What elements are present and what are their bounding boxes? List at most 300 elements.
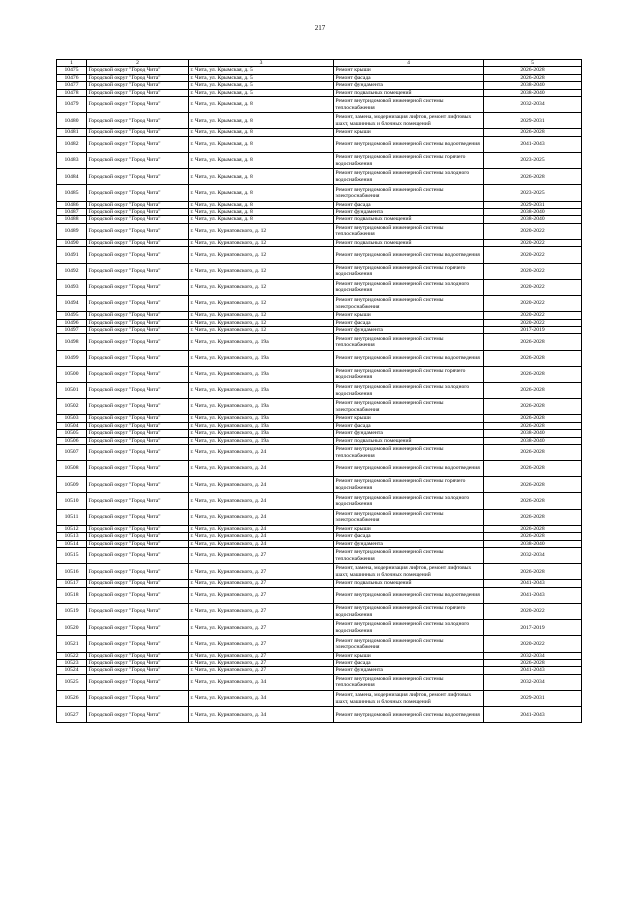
table-row — [57, 350, 582, 366]
column-header: 5 — [484, 60, 582, 67]
address-cell: г. Чита, ул. Курнатовского, д. 12 — [189, 319, 334, 326]
table-row — [57, 169, 582, 185]
work-type-cell: Ремонт крыши — [334, 129, 484, 136]
address-cell: г. Чита, ул. Курнатовского, д. 19а — [189, 415, 334, 422]
table-row — [57, 493, 582, 509]
period-cell: 2020-2022 — [484, 279, 582, 295]
work-type-cell: Ремонт фундамента — [334, 540, 484, 547]
municipality-cell: Городской округ "Город Чита" — [87, 636, 189, 652]
municipality-cell: Городской округ "Город Чита" — [87, 564, 189, 580]
table-row — [57, 461, 582, 477]
row-number-cell: 10487 — [57, 208, 87, 215]
period-cell: 2029-2031 — [484, 201, 582, 208]
table-row — [57, 312, 582, 319]
municipality-cell: Городской округ "Город Чита" — [87, 201, 189, 208]
row-number-cell: 10515 — [57, 548, 87, 564]
municipality-cell: Городской округ "Город Чита" — [87, 509, 189, 525]
work-type-cell: Ремонт внутридомовой инженерной системы водоотведения — [334, 350, 484, 366]
work-type-cell: Ремонт подвальных помещений — [334, 580, 484, 587]
work-type-cell: Ремонт фундамента — [334, 82, 484, 89]
work-type-cell: Ремонт фасада — [334, 660, 484, 667]
work-type-cell: Ремонт внутридомовой инженерной системы электроснабжения — [334, 399, 484, 415]
row-number-cell: 10491 — [57, 247, 87, 263]
period-cell: 2020-2022 — [484, 319, 582, 326]
work-type-cell: Ремонт внутридомовой инженерной системы водоотведения — [334, 136, 484, 152]
period-cell: 2026-2028 — [484, 509, 582, 525]
table-row — [57, 660, 582, 667]
period-cell: 2026-2028 — [484, 382, 582, 398]
table-row — [57, 295, 582, 311]
table-row — [57, 382, 582, 398]
municipality-cell: Городской округ "Город Чита" — [87, 540, 189, 547]
address-cell: г. Чита, ул. Курнатовского, д. 27 — [189, 580, 334, 587]
municipality-cell: Городской округ "Город Чита" — [87, 444, 189, 460]
work-type-cell: Ремонт крыши — [334, 312, 484, 319]
municipality-cell: Городской округ "Город Чита" — [87, 399, 189, 415]
period-cell: 2041-2043 — [484, 707, 582, 723]
table-row — [57, 580, 582, 587]
period-cell: 2017-2019 — [484, 620, 582, 636]
municipality-cell: Городской округ "Город Чита" — [87, 113, 189, 129]
municipality-cell: Городской округ "Город Чита" — [87, 430, 189, 437]
municipality-cell: Городской округ "Город Чита" — [87, 580, 189, 587]
table-row — [57, 587, 582, 603]
address-cell: г. Чита, ул. Курнатовского, д. 19а — [189, 366, 334, 382]
row-number-cell: 10481 — [57, 129, 87, 136]
period-cell: 2026-2028 — [484, 564, 582, 580]
address-cell: г. Чита, ул. Курнатовского, д. 27 — [189, 620, 334, 636]
address-cell: г. Чита, ул. Курнатовского, д. 24 — [189, 533, 334, 540]
work-type-cell: Ремонт крыши — [334, 652, 484, 659]
period-cell: 2026-2028 — [484, 334, 582, 350]
work-type-cell: Ремонт внутридомовой инженерной системы теплоснабжения — [334, 223, 484, 239]
work-type-cell: Ремонт фасада — [334, 201, 484, 208]
table-row — [57, 415, 582, 422]
address-cell: г. Чита, ул. Курнатовского, д. 34 — [189, 691, 334, 707]
address-cell: г. Чита, ул. Курнатовского, д. 12 — [189, 312, 334, 319]
work-type-cell: Ремонт внутридомовой инженерной системы электроснабжения — [334, 636, 484, 652]
period-cell: 2041-2043 — [484, 587, 582, 603]
work-type-cell: Ремонт внутридомовой инженерной системы холодного водоснабжения — [334, 382, 484, 398]
address-cell: г. Чита, ул. Курнатовского, д. 19а — [189, 350, 334, 366]
period-cell: 2026-2028 — [484, 67, 582, 74]
table-row — [57, 97, 582, 113]
municipality-cell: Городской округ "Город Чита" — [87, 295, 189, 311]
row-number-cell: 10516 — [57, 564, 87, 580]
table-row — [57, 707, 582, 723]
address-cell: г. Чита, ул. Курнатовского, д. 12 — [189, 295, 334, 311]
municipality-cell: Городской округ "Город Чита" — [87, 587, 189, 603]
address-cell: г. Чита, ул. Крымская, д. 8 — [189, 136, 334, 152]
row-number-cell: 10486 — [57, 201, 87, 208]
address-cell: г. Чита, ул. Крымская, д. 5 — [189, 82, 334, 89]
period-cell: 2026-2028 — [484, 525, 582, 532]
row-number-cell: 10505 — [57, 430, 87, 437]
period-cell: 2032-2034 — [484, 674, 582, 690]
row-number-cell: 10494 — [57, 295, 87, 311]
table-row — [57, 319, 582, 326]
row-number-cell: 10479 — [57, 97, 87, 113]
work-type-cell: Ремонт внутридомовой инженерной системы водоотведения — [334, 707, 484, 723]
table-row — [57, 208, 582, 215]
municipality-cell: Городской округ "Город Чита" — [87, 312, 189, 319]
page-number: 217 — [314, 24, 326, 32]
table-row — [57, 67, 582, 74]
address-cell: г. Чита, ул. Курнатовского, д. 24 — [189, 461, 334, 477]
row-number-cell: 10492 — [57, 263, 87, 279]
row-number-cell: 10498 — [57, 334, 87, 350]
period-cell: 2026-2028 — [484, 366, 582, 382]
row-number-cell: 10518 — [57, 587, 87, 603]
row-number-cell: 10506 — [57, 437, 87, 444]
period-cell: 2026-2028 — [484, 660, 582, 667]
column-header: 3 — [189, 60, 334, 67]
address-cell: г. Чита, ул. Курнатовского, д. 24 — [189, 540, 334, 547]
municipality-cell: Городской округ "Город Чита" — [87, 129, 189, 136]
address-cell: г. Чита, ул. Курнатовского, д. 27 — [189, 604, 334, 620]
row-number-cell: 10493 — [57, 279, 87, 295]
table-row — [57, 477, 582, 493]
column-header: 1 — [57, 60, 87, 67]
period-cell: 2020-2022 — [484, 604, 582, 620]
work-type-cell: Ремонт подвальных помещений — [334, 437, 484, 444]
table-row — [57, 509, 582, 525]
work-type-cell: Ремонт внутридомовой инженерной системы теплоснабжения — [334, 97, 484, 113]
row-number-cell: 10482 — [57, 136, 87, 152]
municipality-cell: Городской округ "Город Чита" — [87, 525, 189, 532]
address-cell: г. Чита, ул. Крымская, д. 8 — [189, 129, 334, 136]
address-cell: г. Чита, ул. Курнатовского, д. 12 — [189, 263, 334, 279]
municipality-cell: Городской округ "Город Чита" — [87, 461, 189, 477]
address-cell: г. Чита, ул. Курнатовского, д. 24 — [189, 477, 334, 493]
period-cell: 2041-2043 — [484, 667, 582, 674]
period-cell: 2032-2034 — [484, 548, 582, 564]
work-type-cell: Ремонт внутридомовой инженерной системы водоотведения — [334, 587, 484, 603]
work-type-cell: Ремонт внутридомовой инженерной системы водоотведения — [334, 461, 484, 477]
period-cell: 2023-2025 — [484, 153, 582, 169]
work-type-cell: Ремонт внутридомовой инженерной системы горячего водоснабжения — [334, 263, 484, 279]
address-cell: г. Чита, ул. Курнатовского, д. 34 — [189, 707, 334, 723]
table-row — [57, 247, 582, 263]
address-cell: г. Чита, ул. Курнатовского, д. 12 — [189, 223, 334, 239]
address-cell: г. Чита, ул. Крымская, д. 8 — [189, 153, 334, 169]
table-row — [57, 525, 582, 532]
work-type-cell: Ремонт внутридомовой инженерной системы теплоснабжения — [334, 444, 484, 460]
work-type-cell: Ремонт внутридомовой инженерной системы электроснабжения — [334, 185, 484, 201]
period-cell: 2038-2040 — [484, 82, 582, 89]
address-cell: г. Чита, ул. Курнатовского, д. 24 — [189, 493, 334, 509]
work-type-cell: Ремонт фундамента — [334, 326, 484, 333]
table-row — [57, 540, 582, 547]
work-type-cell: Ремонт внутридомовой инженерной системы теплоснабжения — [334, 674, 484, 690]
address-cell: г. Чита, ул. Курнатовского, д. 19а — [189, 399, 334, 415]
address-cell: г. Чита, ул. Курнатовского, д. 12 — [189, 247, 334, 263]
table-row — [57, 667, 582, 674]
address-cell: г. Чита, ул. Курнатовского, д. 19а — [189, 382, 334, 398]
period-cell: 2041-2043 — [484, 580, 582, 587]
column-header: 4 — [334, 60, 484, 67]
municipality-cell: Городской округ "Город Чита" — [87, 208, 189, 215]
address-cell: г. Чита, ул. Курнатовского, д. 19а — [189, 437, 334, 444]
work-type-cell: Ремонт фундамента — [334, 667, 484, 674]
work-type-cell: Ремонт подвальных помещений — [334, 239, 484, 246]
row-number-cell: 10497 — [57, 326, 87, 333]
period-cell: 2020-2022 — [484, 239, 582, 246]
address-cell: г. Чита, ул. Крымская, д. 8 — [189, 201, 334, 208]
table-row — [57, 652, 582, 659]
row-number-cell: 10511 — [57, 509, 87, 525]
work-type-cell: Ремонт фасада — [334, 422, 484, 429]
work-type-cell: Ремонт внутридомовой инженерной системы холодного водоснабжения — [334, 493, 484, 509]
table-row — [57, 399, 582, 415]
row-number-cell: 10524 — [57, 667, 87, 674]
row-number-cell: 10525 — [57, 674, 87, 690]
municipality-cell: Городской округ "Город Чита" — [87, 493, 189, 509]
period-cell: 2032-2034 — [484, 97, 582, 113]
municipality-cell: Городской округ "Город Чита" — [87, 263, 189, 279]
row-number-cell: 10501 — [57, 382, 87, 398]
period-cell: 2026-2028 — [484, 415, 582, 422]
work-type-cell: Ремонт внутридомовой инженерной системы холодного водоснабжения — [334, 620, 484, 636]
address-cell: г. Чита, ул. Крымская, д. 5 — [189, 67, 334, 74]
municipality-cell: Городской округ "Город Чита" — [87, 89, 189, 96]
row-number-cell: 10495 — [57, 312, 87, 319]
row-number-cell: 10523 — [57, 660, 87, 667]
row-number-cell: 10483 — [57, 153, 87, 169]
table-row — [57, 113, 582, 129]
table-row — [57, 136, 582, 152]
period-cell: 2026-2028 — [484, 444, 582, 460]
period-cell: 2038-2040 — [484, 89, 582, 96]
work-type-cell: Ремонт фасада — [334, 319, 484, 326]
municipality-cell: Городской округ "Город Чита" — [87, 67, 189, 74]
address-cell: г. Чита, ул. Крымская, д. 8 — [189, 113, 334, 129]
municipality-cell: Городской округ "Город Чита" — [87, 437, 189, 444]
address-cell: г. Чита, ул. Курнатовского, д. 24 — [189, 525, 334, 532]
row-number-cell: 10484 — [57, 169, 87, 185]
row-number-cell: 10508 — [57, 461, 87, 477]
row-number-cell: 10496 — [57, 319, 87, 326]
work-type-cell: Ремонт подвальных помещений — [334, 216, 484, 223]
row-number-cell: 10521 — [57, 636, 87, 652]
address-cell: г. Чита, ул. Крымская, д. 5 — [189, 89, 334, 96]
row-number-cell: 10476 — [57, 74, 87, 81]
address-cell: г. Чита, ул. Крымская, д. 5 — [189, 74, 334, 81]
row-number-cell: 10485 — [57, 185, 87, 201]
municipality-cell: Городской округ "Город Чита" — [87, 366, 189, 382]
row-number-cell: 10510 — [57, 493, 87, 509]
table-row — [57, 82, 582, 89]
table-row — [57, 444, 582, 460]
work-type-cell: Ремонт внутридомовой инженерной системы электроснабжения — [334, 295, 484, 311]
period-cell: 2026-2028 — [484, 477, 582, 493]
work-type-cell: Ремонт фасада — [334, 74, 484, 81]
work-type-cell: Ремонт внутридомовой инженерной системы горячего водоснабжения — [334, 366, 484, 382]
period-cell: 2017-2019 — [484, 326, 582, 333]
work-type-cell: Ремонт фасада — [334, 533, 484, 540]
row-number-cell: 10499 — [57, 350, 87, 366]
period-cell: 2026-2028 — [484, 169, 582, 185]
address-cell: г. Чита, ул. Курнатовского, д. 19а — [189, 334, 334, 350]
work-type-cell: Ремонт крыши — [334, 415, 484, 422]
period-cell: 2032-2034 — [484, 652, 582, 659]
row-number-cell: 10504 — [57, 422, 87, 429]
work-type-cell: Ремонт внутридомовой инженерной системы холодного водоснабжения — [334, 279, 484, 295]
row-number-cell: 10480 — [57, 113, 87, 129]
table-row — [57, 263, 582, 279]
column-header: 2 — [87, 60, 189, 67]
table-row — [57, 74, 582, 81]
address-cell: г. Чита, ул. Курнатовского, д. 27 — [189, 652, 334, 659]
address-cell: г. Чита, ул. Курнатовского, д. 27 — [189, 587, 334, 603]
address-cell: г. Чита, ул. Курнатовского, д. 24 — [189, 444, 334, 460]
row-number-cell: 10517 — [57, 580, 87, 587]
row-number-cell: 10512 — [57, 525, 87, 532]
work-type-cell: Ремонт, замена, модернизация лифтов, ремонт лифтовых шахт, машинных и блочных помещений — [334, 113, 484, 129]
address-cell: г. Чита, ул. Крымская, д. 8 — [189, 216, 334, 223]
row-number-cell: 10500 — [57, 366, 87, 382]
municipality-cell: Городской округ "Город Чита" — [87, 239, 189, 246]
municipality-cell: Городской округ "Город Чита" — [87, 691, 189, 707]
address-cell: г. Чита, ул. Курнатовского, д. 34 — [189, 674, 334, 690]
period-cell: 2026-2028 — [484, 74, 582, 81]
municipality-cell: Городской округ "Город Чита" — [87, 548, 189, 564]
work-type-cell: Ремонт внутридомовой инженерной системы электроснабжения — [334, 509, 484, 525]
municipality-cell: Городской округ "Город Чита" — [87, 620, 189, 636]
work-type-cell: Ремонт крыши — [334, 525, 484, 532]
table-row — [57, 674, 582, 690]
address-cell: г. Чита, ул. Курнатовского, д. 24 — [189, 509, 334, 525]
municipality-cell: Городской округ "Город Чита" — [87, 169, 189, 185]
work-type-cell: Ремонт внутридомовой инженерной системы теплоснабжения — [334, 548, 484, 564]
table-row — [57, 334, 582, 350]
municipality-cell: Городской округ "Город Чита" — [87, 707, 189, 723]
municipality-cell: Городской округ "Город Чита" — [87, 279, 189, 295]
row-number-cell: 10477 — [57, 82, 87, 89]
table-row — [57, 129, 582, 136]
period-cell: 2020-2022 — [484, 295, 582, 311]
period-cell: 2026-2028 — [484, 129, 582, 136]
table-row — [57, 279, 582, 295]
municipality-cell: Городской округ "Город Чита" — [87, 223, 189, 239]
address-cell: г. Чита, ул. Курнатовского, д. 19а — [189, 430, 334, 437]
municipality-cell: Городской округ "Город Чита" — [87, 319, 189, 326]
municipality-cell: Городской округ "Город Чита" — [87, 247, 189, 263]
municipality-cell: Городской округ "Город Чита" — [87, 153, 189, 169]
period-cell: 2029-2031 — [484, 691, 582, 707]
row-number-cell: 10514 — [57, 540, 87, 547]
address-cell: г. Чита, ул. Крымская, д. 8 — [189, 185, 334, 201]
municipality-cell: Городской округ "Город Чита" — [87, 136, 189, 152]
work-type-cell: Ремонт внутридомовой инженерной системы теплоснабжения — [334, 334, 484, 350]
address-cell: г. Чита, ул. Крымская, д. 8 — [189, 169, 334, 185]
table-row — [57, 620, 582, 636]
address-cell: г. Чита, ул. Курнатовского, д. 12 — [189, 239, 334, 246]
address-cell: г. Чита, ул. Курнатовского, д. 27 — [189, 564, 334, 580]
table-row — [57, 691, 582, 707]
address-cell: г. Чита, ул. Крымская, д. 8 — [189, 97, 334, 113]
table-row — [57, 564, 582, 580]
period-cell: 2020-2022 — [484, 223, 582, 239]
municipality-cell: Городской округ "Город Чита" — [87, 652, 189, 659]
period-cell: 2038-2040 — [484, 430, 582, 437]
period-cell: 2041-2043 — [484, 136, 582, 152]
municipality-cell: Городской округ "Город Чита" — [87, 660, 189, 667]
work-type-cell: Ремонт внутридомовой инженерной системы горячего водоснабжения — [334, 604, 484, 620]
table-row — [57, 636, 582, 652]
municipality-cell: Городской округ "Город Чита" — [87, 415, 189, 422]
period-cell: 2026-2028 — [484, 399, 582, 415]
municipality-cell: Городской округ "Город Чита" — [87, 334, 189, 350]
municipality-cell: Городской округ "Город Чита" — [87, 185, 189, 201]
municipality-cell: Городской округ "Город Чита" — [87, 216, 189, 223]
row-number-cell: 10527 — [57, 707, 87, 723]
municipality-cell: Городской округ "Город Чита" — [87, 326, 189, 333]
period-cell: 2038-2040 — [484, 208, 582, 215]
address-cell: г. Чита, ул. Курнатовского, д. 27 — [189, 667, 334, 674]
address-cell: г. Чита, ул. Курнатовского, д. 19а — [189, 422, 334, 429]
work-type-cell: Ремонт внутридомовой инженерной системы горячего водоснабжения — [334, 153, 484, 169]
table-row — [57, 326, 582, 333]
period-cell: 2026-2028 — [484, 350, 582, 366]
period-cell: 2026-2028 — [484, 533, 582, 540]
period-cell: 2020-2022 — [484, 247, 582, 263]
row-number-cell: 10489 — [57, 223, 87, 239]
municipality-cell: Городской округ "Город Чита" — [87, 477, 189, 493]
work-type-cell: Ремонт фундамента — [334, 208, 484, 215]
period-cell: 2020-2022 — [484, 263, 582, 279]
table-row — [57, 239, 582, 246]
row-number-cell: 10526 — [57, 691, 87, 707]
table-row — [57, 604, 582, 620]
municipality-cell: Городской округ "Город Чита" — [87, 350, 189, 366]
repair-schedule-table — [56, 59, 582, 723]
work-type-cell: Ремонт, замена, модернизация лифтов, ремонт лифтовых шахт, машинных и блочных помещений — [334, 564, 484, 580]
period-cell: 2023-2025 — [484, 185, 582, 201]
row-number-cell: 10488 — [57, 216, 87, 223]
table-row — [57, 533, 582, 540]
row-number-cell: 10520 — [57, 620, 87, 636]
row-number-cell: 10509 — [57, 477, 87, 493]
table-row — [57, 185, 582, 201]
row-number-cell: 10519 — [57, 604, 87, 620]
row-number-cell: 10503 — [57, 415, 87, 422]
municipality-cell: Городской округ "Город Чита" — [87, 667, 189, 674]
row-number-cell: 10490 — [57, 239, 87, 246]
period-cell: 2026-2028 — [484, 461, 582, 477]
work-type-cell: Ремонт внутридомовой инженерной системы холодного водоснабжения — [334, 169, 484, 185]
table-row — [57, 422, 582, 429]
row-number-cell: 10502 — [57, 399, 87, 415]
municipality-cell: Городской округ "Город Чита" — [87, 604, 189, 620]
table-row — [57, 548, 582, 564]
work-type-cell: Ремонт, замена, модернизация лифтов, ремонт лифтовых шахт, машинных и блочных помещений — [334, 691, 484, 707]
row-number-cell: 10475 — [57, 67, 87, 74]
table-row — [57, 89, 582, 96]
row-number-cell: 10522 — [57, 652, 87, 659]
period-cell: 2038-2040 — [484, 540, 582, 547]
address-cell: г. Чита, ул. Курнатовского, д. 12 — [189, 326, 334, 333]
municipality-cell: Городской округ "Город Чита" — [87, 674, 189, 690]
address-cell: г. Чита, ул. Курнатовского, д. 12 — [189, 279, 334, 295]
table-row — [57, 153, 582, 169]
table-row — [57, 223, 582, 239]
address-cell: г. Чита, ул. Курнатовского, д. 27 — [189, 636, 334, 652]
period-cell: 2038-2040 — [484, 437, 582, 444]
table-row — [57, 216, 582, 223]
address-cell: г. Чита, ул. Крымская, д. 8 — [189, 208, 334, 215]
period-cell: 2026-2028 — [484, 493, 582, 509]
